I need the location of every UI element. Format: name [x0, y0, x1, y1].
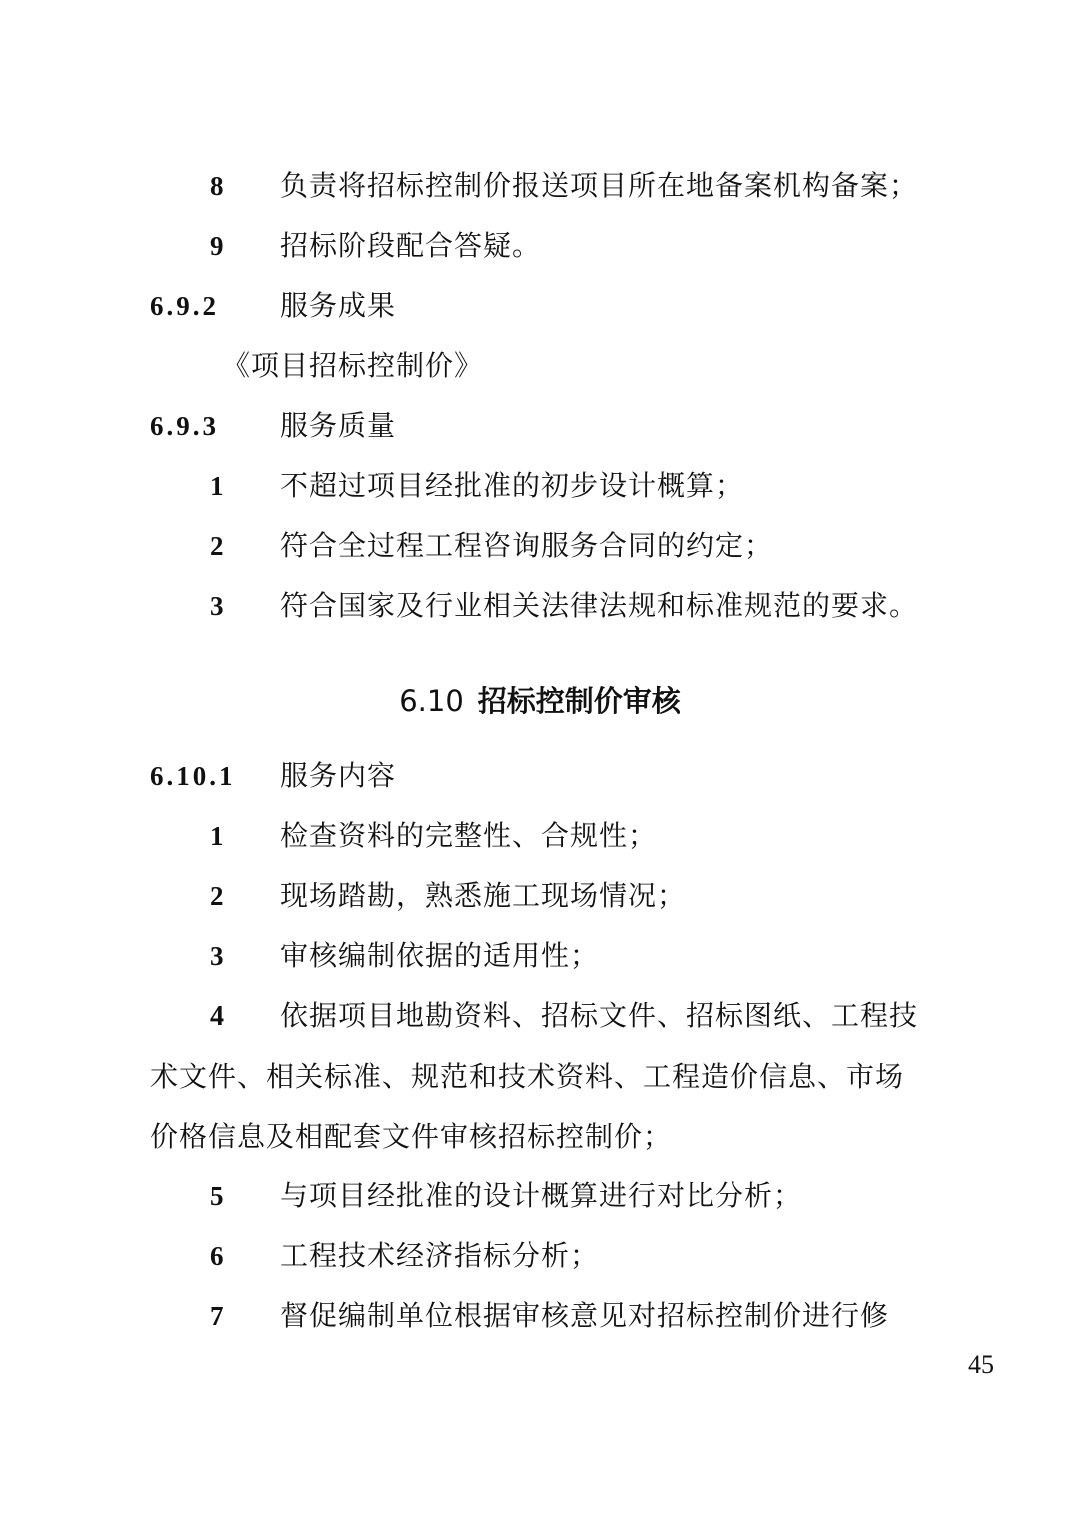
item-text: 与项目经批准的设计概算进行对比分析； [280, 1179, 803, 1212]
item-number: 1 [210, 471, 225, 501]
page-number: 45 [968, 1350, 994, 1379]
item-text: 审核编制依据的适用性； [280, 939, 600, 972]
item-number: 5 [210, 1181, 225, 1211]
item-text: 符合全过程工程咨询服务合同的约定； [280, 529, 774, 562]
section-title: 服务质量 [280, 409, 397, 442]
item-number: 7 [210, 1301, 225, 1331]
item-number: 1 [210, 821, 225, 851]
item-text: 督促编制单位根据审核意见对招标控制价进行修 [280, 1299, 890, 1332]
item-text: 不超过项目经批准的初步设计概算； [280, 469, 745, 502]
chapter-number: 6.10 [399, 684, 464, 718]
section-number: 6.10.1 [150, 761, 236, 791]
deliverable-title: 《项目招标控制价》 [222, 349, 484, 382]
chapter-title: 招标控制价审核 [477, 684, 681, 718]
item-text: 工程技术经济指标分析； [280, 1239, 600, 1272]
item-number: 9 [210, 231, 225, 261]
item-number: 2 [210, 531, 225, 561]
item-text: 符合国家及行业相关法律法规和标准规范的要求。 [280, 589, 919, 622]
item-number: 4 [210, 1001, 225, 1032]
section-number: 6.9.2 [150, 291, 219, 321]
list-item-paragraph [150, 986, 930, 1167]
item-number: 3 [210, 591, 225, 621]
item-number: 8 [210, 171, 225, 201]
item-text: 负责将招标控制价报送项目所在地备案机构备案； [280, 169, 919, 202]
item-number: 2 [210, 881, 225, 911]
chapter-heading [0, 680, 1080, 722]
item-text: 招标阶段配合答疑。 [280, 229, 542, 262]
item-text: 检查资料的完整性、合规性； [280, 819, 658, 852]
section-title: 服务内容 [280, 759, 397, 792]
section-number: 6.9.3 [150, 411, 219, 441]
section-title: 服务成果 [280, 289, 397, 322]
item-text: 依据项目地勘资料、招标文件、招标图纸、工程技术文件、相关标准、规范和技术资料、工程造价信息、市场价格信息及相配套文件审核招标控制价； [150, 999, 919, 1153]
item-text: 现场踏勘，熟悉施工现场情况； [280, 879, 687, 912]
item-number: 3 [210, 941, 225, 971]
item-number: 6 [210, 1241, 225, 1271]
